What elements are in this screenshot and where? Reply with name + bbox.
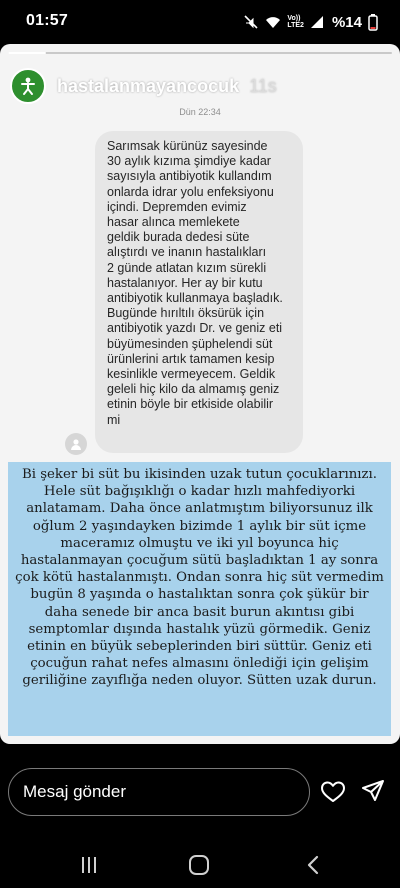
heart-icon: [320, 780, 346, 804]
status-bar: [0, 0, 400, 44]
story-time-ago: 11s: [249, 75, 277, 96]
battery-icon: [368, 14, 378, 31]
home-icon: [188, 854, 210, 876]
system-navbar: [0, 844, 400, 888]
status-time: 01:57: [26, 12, 68, 29]
message-bubble: [95, 131, 303, 453]
story-text-note: [8, 462, 391, 736]
reply-bar: [0, 744, 400, 888]
wifi-icon: [265, 15, 281, 29]
avatar[interactable]: [10, 68, 46, 104]
sender-avatar: [65, 433, 87, 455]
send-button[interactable]: [361, 779, 385, 803]
send-icon: [361, 779, 385, 803]
network-type: Vo)) LTE2: [287, 15, 304, 29]
message-text: Sarımsak kürünüz sayesinde 30 aylık kızıma şimdiye kadar sayısıyla antibiyotik kullandım onlarda idrar yolu enfeksiyonu içindi. Depremden evimiz hasar alınca memlekete geldik burada dedesi süte alıştırdı ve inanın hastalıkları 2 günde atlatan kızım sürekli hastalanıyor. Her ay bir kutu antibiyotik kullanmaya başladık. Bugünde hırıltılı öksürük için antibiyotik yazdı Dr. ve geniz eti büyümesinden şüphelendi süt ürünlerini artık tamamen kesip kesinlikle vermeyecem. Geldik geleli hiç kilo da almamış geniz etinin böyle bir etkiside olabilir mi: [107, 139, 283, 427]
back-icon: [306, 855, 320, 875]
mute-icon: [243, 14, 259, 30]
battery-percent: %14: [331, 13, 362, 31]
status-icons: [243, 12, 378, 32]
story-header: [10, 66, 277, 106]
story-note-text: Bi şeker bi süt bu ikisinden uzak tutun çocuklarınızı. Hele süt bağışıklığı o kadar hızlı mahfediyorki anlatamam. Daha önce anlatmıştım biliyorsunuz ilk oğlum 2 yaşındayken bizimde 1 aylık bir süt içme maceramız olmuştu ve iki yıl boyunca hiç hastalanmayan çocuğum sütü başladıktan 1 ay sonra çok kötü hastalanmıştı. Ondan sonra hiç süt vermedim bugün 8 yaşında o hastalıktan sonra çok şükür bir daha senede bir anca basit burun akıntısı gibi semptomlar dışında hastalık yüzü görmedik. Geniz etinin en büyük sebeplerinden biri süttür. Geniz eti çocuğun rahat nefes almasını önlediği için gelişim geriliğine zayıflığa neden oluyor. Sütten uzak durun.: [15, 467, 384, 689]
avatar-logo-icon: [18, 76, 38, 96]
person-icon: [69, 437, 83, 451]
signal-icon: [310, 15, 324, 29]
recents-button[interactable]: [81, 856, 97, 879]
story-frame[interactable]: [0, 44, 400, 744]
message-input-placeholder: Mesaj gönder: [23, 782, 127, 801]
message-input[interactable]: [8, 768, 310, 816]
like-button[interactable]: [320, 780, 346, 804]
story-username[interactable]: hastalanmayancocuk: [57, 75, 240, 96]
story-progress-bar: [8, 52, 392, 54]
back-button[interactable]: [306, 855, 320, 880]
home-button[interactable]: [188, 854, 210, 881]
story-progress-fill: [8, 52, 46, 54]
chat-date: Dün 22:34: [179, 107, 221, 117]
recents-icon: [81, 856, 97, 874]
